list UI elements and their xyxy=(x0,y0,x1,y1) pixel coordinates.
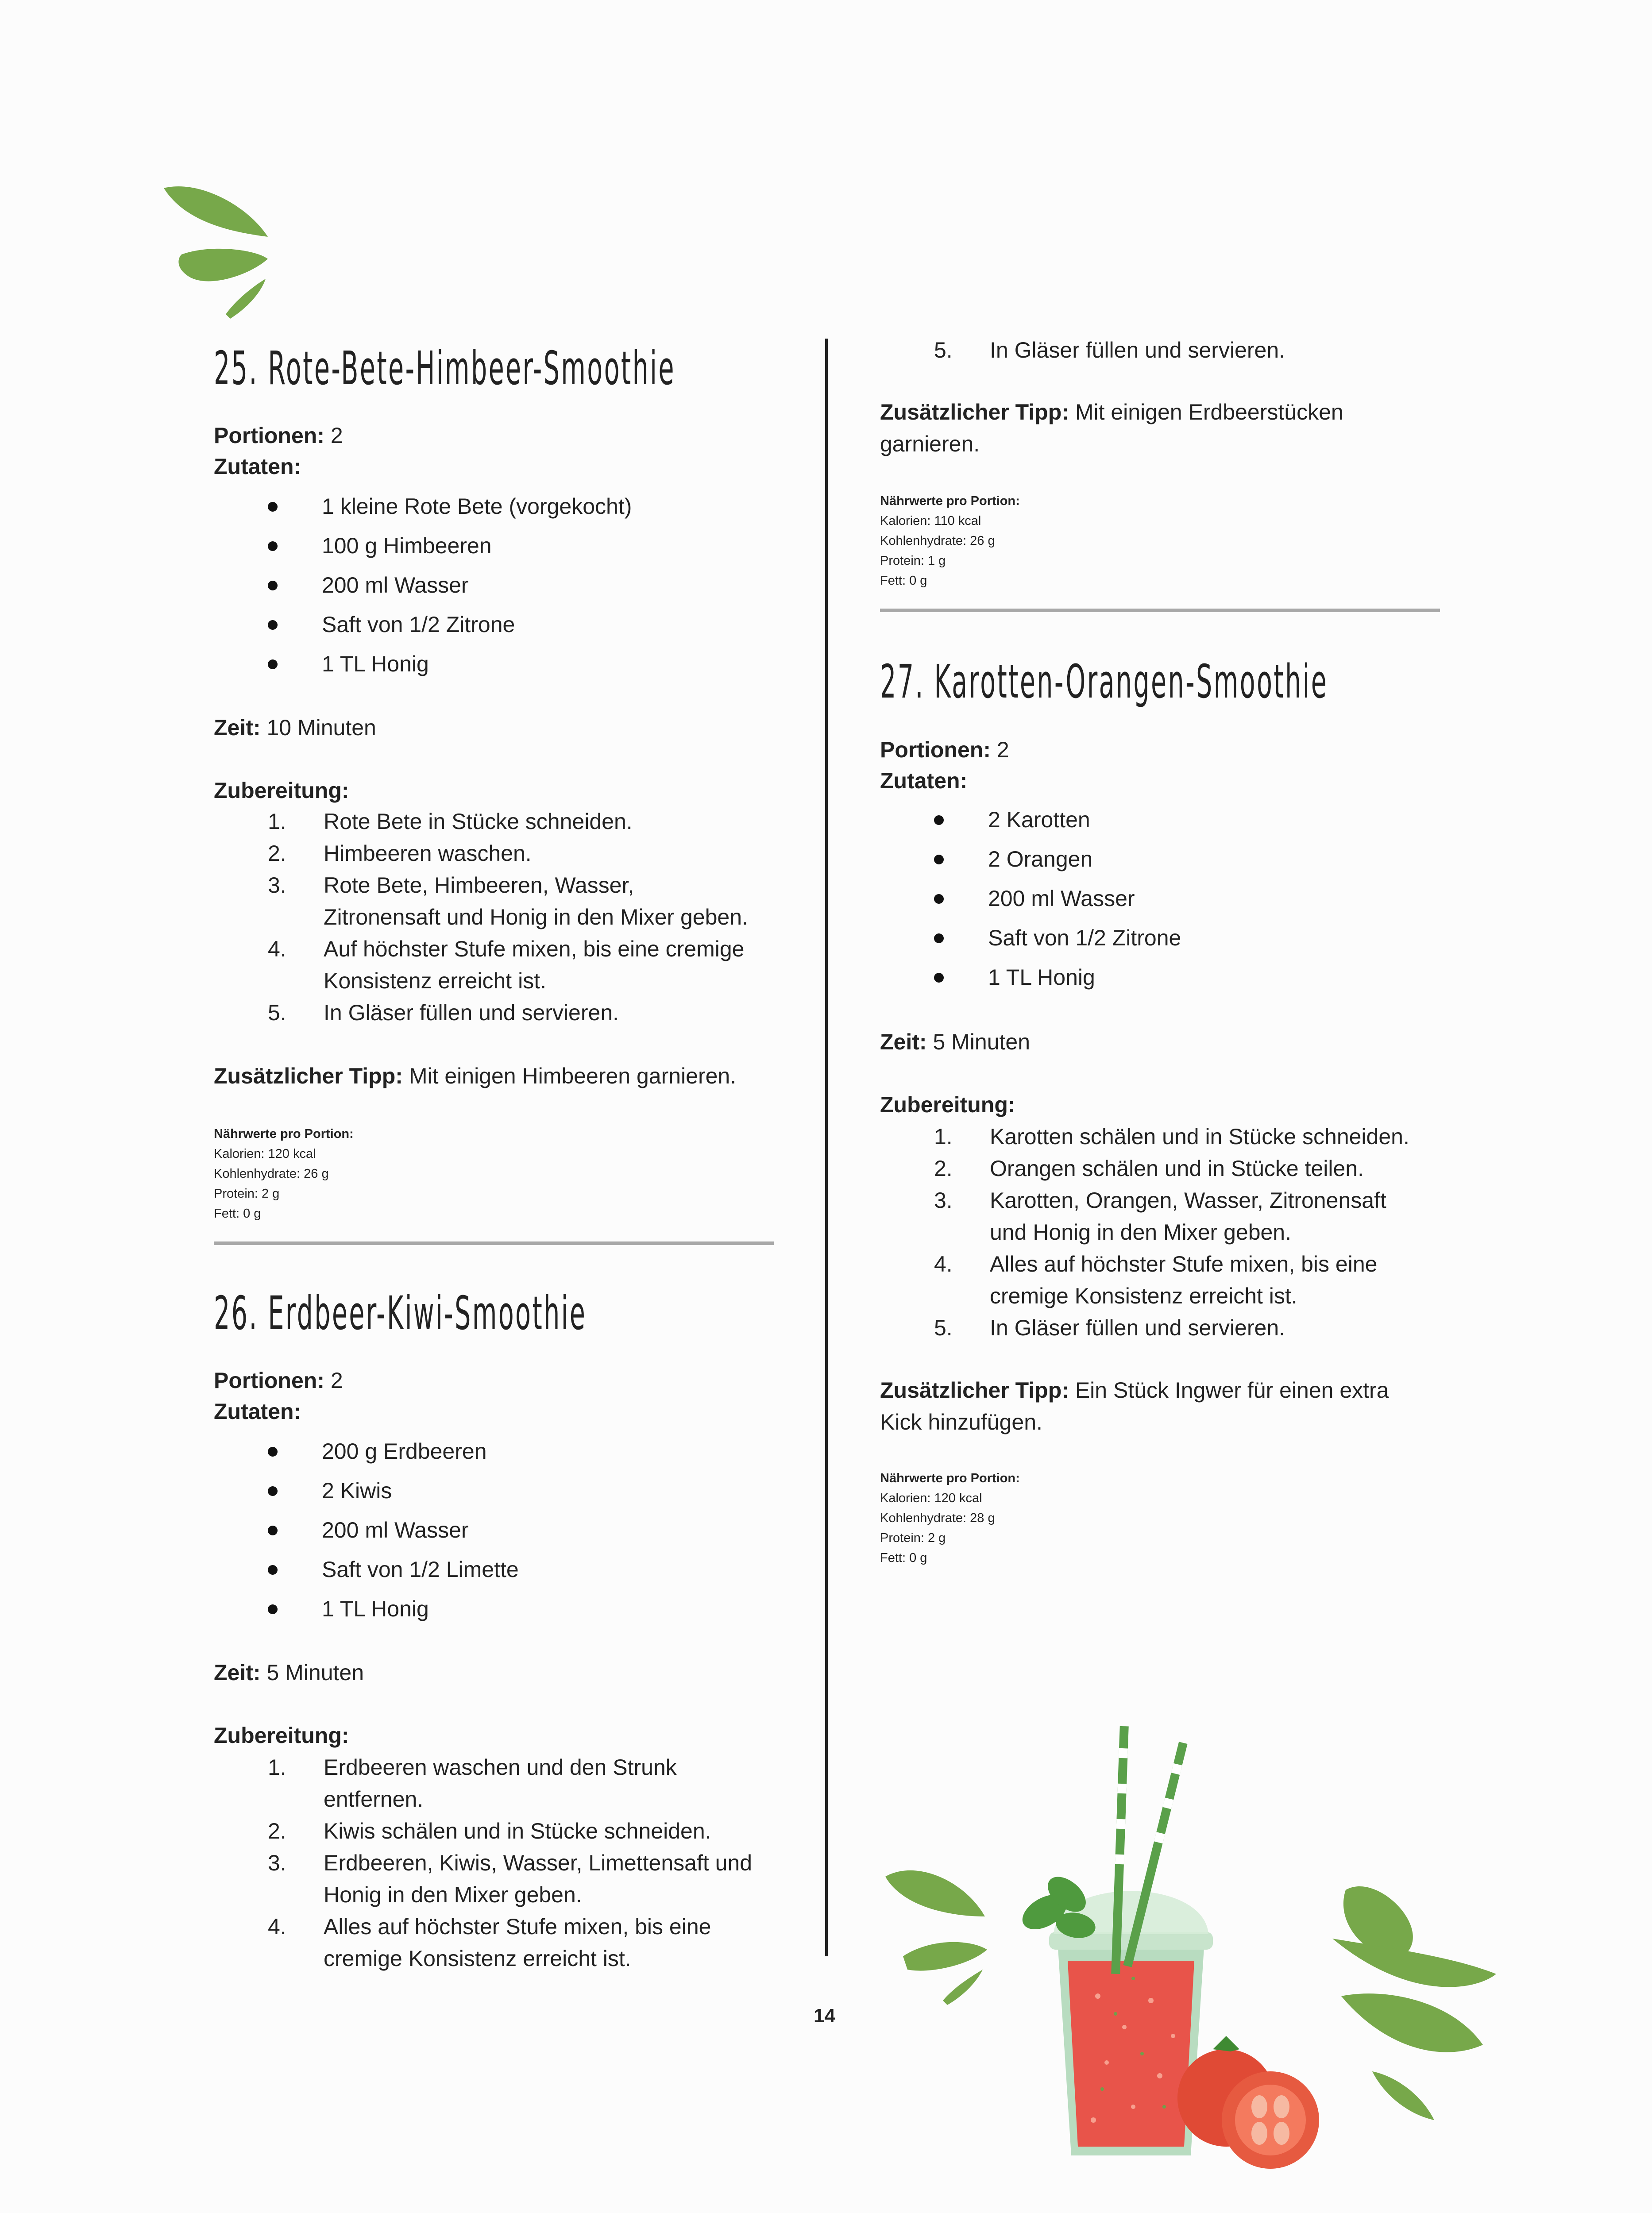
step-list xyxy=(214,806,748,1029)
list-item: 2. Orangen schälen und in Stücke teilen. xyxy=(934,1156,1364,1181)
time-line: Zeit: 5 Minuten xyxy=(214,1660,364,1685)
ingredient-list xyxy=(934,800,1181,997)
section-divider xyxy=(880,609,1440,612)
time-line: Zeit: 5 Minuten xyxy=(880,1029,1031,1054)
nutrition-box xyxy=(880,491,1020,591)
nutrition-item: Kohlenhydrate: 26 g xyxy=(214,1167,329,1181)
section-divider xyxy=(214,1241,774,1245)
ingredients-heading: Zutaten: xyxy=(880,768,968,793)
nutrition-item: Protein: 2 g xyxy=(214,1187,280,1201)
column-divider xyxy=(825,339,828,1956)
recipe-title: 26. Erdbeer-Kiwi-Smoothie xyxy=(214,1286,587,1340)
list-item: 3. Erdbeeren, Kiwis, Wasser, Limettensaft und Honig in den Mixer geben. xyxy=(268,1851,753,1907)
list-item: 5. In Gläser füllen und servieren. xyxy=(934,338,1285,362)
list-item: 4. Alles auf höchster Stufe mixen, bis eine cremige Konsistenz erreicht ist. xyxy=(934,1252,1378,1308)
page-number: 14 xyxy=(814,2005,835,2027)
list-item: 2 Orangen xyxy=(934,840,1181,879)
nutrition-heading: Nährwerte pro Portion: xyxy=(880,1471,1020,1485)
list-item: 200 g Erdbeeren xyxy=(268,1432,519,1471)
nutrition-item: Fett: 0 g xyxy=(214,1207,261,1221)
servings-line: Portionen: 2 xyxy=(214,423,343,448)
list-item: 1. Erdbeeren waschen und den Strunk entfernen. xyxy=(268,1755,677,1812)
list-item: 200 ml Wasser xyxy=(268,566,632,605)
list-item: 2 Karotten xyxy=(934,800,1181,840)
recipe-title: 27. Karotten-Orangen-Smoothie xyxy=(880,655,1328,709)
time-line: Zeit: 10 Minuten xyxy=(214,715,376,740)
list-item: 3. Karotten, Orangen, Wasser, Zitronensaft und Honig in den Mixer geben. xyxy=(934,1188,1386,1245)
nutrition-item: Kohlenhydrate: 28 g xyxy=(880,1511,995,1525)
preparation-heading: Zubereitung: xyxy=(880,1092,1015,1117)
list-item: 5. In Gläser füllen und servieren. xyxy=(268,1000,619,1025)
nutrition-item: Protein: 1 g xyxy=(880,554,946,568)
nutrition-item: Fett: 0 g xyxy=(880,1551,927,1565)
step-list-continued xyxy=(880,334,1285,366)
list-item: Saft von 1/2 Zitrone xyxy=(934,918,1181,958)
ingredient-list xyxy=(268,487,632,684)
servings-line: Portionen: 2 xyxy=(214,1368,343,1393)
list-item: 2 Kiwis xyxy=(268,1471,519,1511)
list-item: 2. Himbeeren waschen. xyxy=(268,841,532,866)
list-item: 200 ml Wasser xyxy=(268,1511,519,1550)
ingredients-heading: Zutaten: xyxy=(214,454,301,479)
nutrition-item: Kalorien: 120 kcal xyxy=(880,1491,982,1505)
list-item: 4. Alles auf höchster Stufe mixen, bis eine cremige Konsistenz erreicht ist. xyxy=(268,1914,711,1971)
list-item: 1 TL Honig xyxy=(268,1589,519,1629)
list-item: 1 kleine Rote Bete (vorgekocht) xyxy=(268,487,632,526)
list-item: 200 ml Wasser xyxy=(934,879,1181,918)
nutrition-item: Kalorien: 120 kcal xyxy=(214,1147,316,1161)
nutrition-item: Kohlenhydrate: 26 g xyxy=(880,534,995,548)
nutrition-box xyxy=(880,1469,1020,1568)
list-item: 1. Karotten schälen und in Stücke schneiden. xyxy=(934,1124,1409,1149)
tip-line: Zusätzlicher Tipp: Mit einigen Himbeeren garnieren. xyxy=(214,1064,737,1088)
list-item: 1 TL Honig xyxy=(268,644,632,684)
leaf-splash-icon xyxy=(1332,1886,1496,2120)
leaf-splash-icon xyxy=(885,1870,987,2005)
nutrition-heading: Nährwerte pro Portion: xyxy=(880,494,1020,508)
preparation-heading: Zubereitung: xyxy=(214,1723,349,1748)
preparation-heading: Zubereitung: xyxy=(214,778,349,803)
nutrition-box xyxy=(214,1124,354,1224)
list-item: 1. Rote Bete in Stücke schneiden. xyxy=(268,809,633,834)
tip-line: Zusätzlicher Tipp: Ein Stück Ingwer für einen extra Kick hinzufügen. xyxy=(880,1378,1389,1434)
nutrition-heading: Nährwerte pro Portion: xyxy=(214,1127,354,1141)
nutrition-item: Fett: 0 g xyxy=(880,574,927,588)
nutrition-item: Protein: 2 g xyxy=(880,1531,946,1545)
list-item: Saft von 1/2 Zitrone xyxy=(268,605,632,644)
list-item: 2. Kiwis schälen und in Stücke schneiden. xyxy=(268,1819,711,1843)
ingredients-heading: Zutaten: xyxy=(214,1399,301,1424)
leaf-splash-icon xyxy=(159,179,274,321)
list-item: 1 TL Honig xyxy=(934,958,1181,997)
step-list xyxy=(880,1121,1409,1344)
list-item: 100 g Himbeeren xyxy=(268,526,632,566)
smoothie-cup-with-tomato-icon xyxy=(876,1708,1505,2195)
list-item: 5. In Gläser füllen und servieren. xyxy=(934,1315,1285,1340)
tip-line: Zusätzlicher Tipp: Mit einigen Erdbeerstücken garnieren. xyxy=(880,400,1343,456)
ingredient-list xyxy=(268,1432,519,1629)
list-item: 4. Auf höchster Stufe mixen, bis eine cremige Konsistenz erreicht ist. xyxy=(268,937,745,993)
list-item: Saft von 1/2 Limette xyxy=(268,1550,519,1589)
step-list xyxy=(214,1751,752,1974)
nutrition-item: Kalorien: 110 kcal xyxy=(880,514,981,528)
servings-line: Portionen: 2 xyxy=(880,737,1009,762)
recipe-title: 25. Rote-Bete-Himbeer-Smoothie xyxy=(214,341,675,395)
list-item: 3. Rote Bete, Himbeeren, Wasser, Zitronensaft und Honig in den Mixer geben. xyxy=(268,873,748,929)
